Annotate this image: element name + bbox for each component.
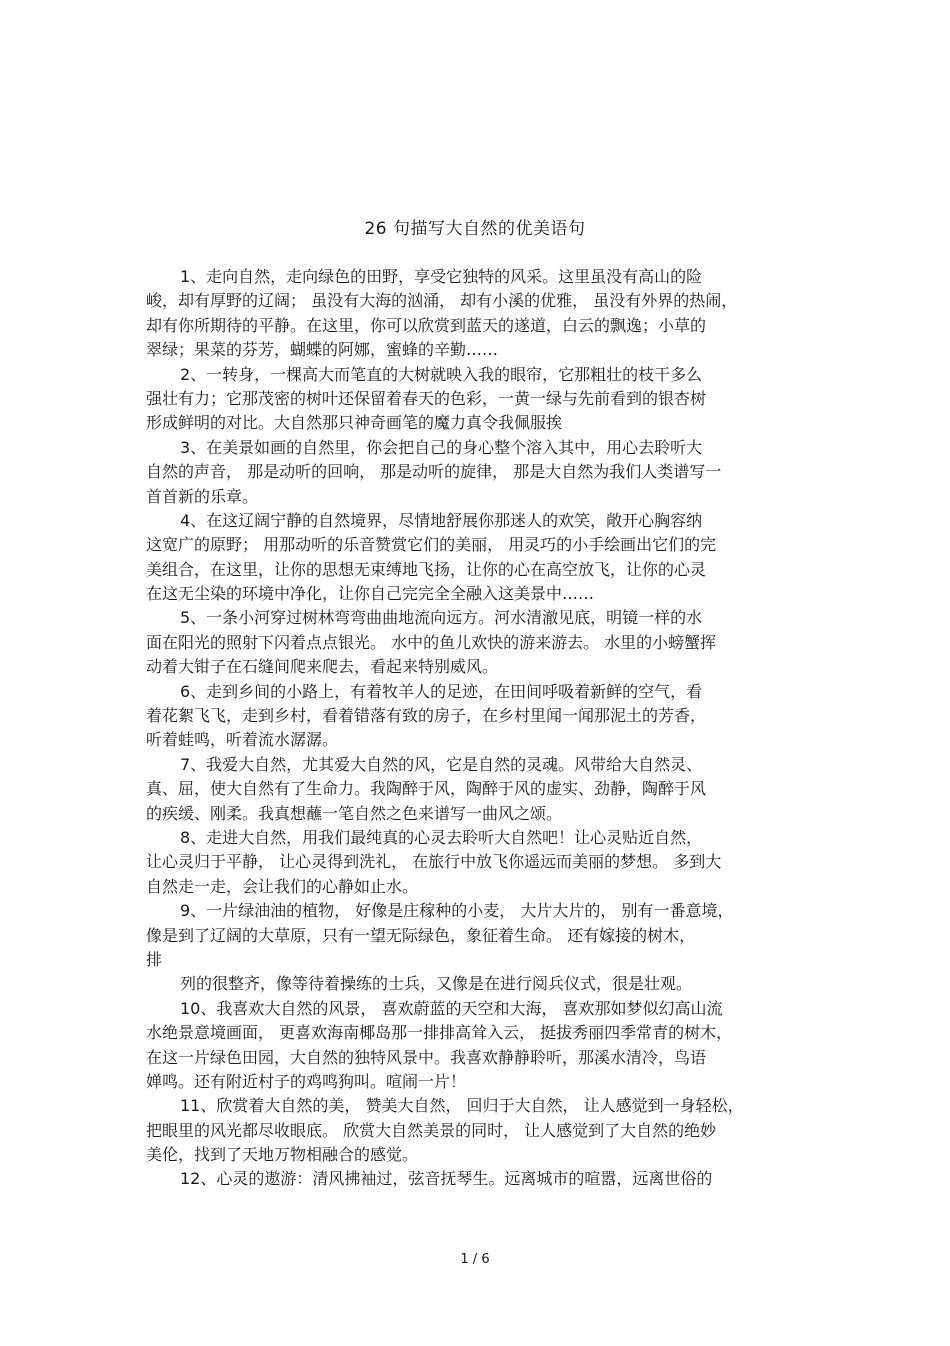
document-body — [146, 265, 806, 1192]
text-line: 1、走向自然，走向绿色的田野，享受它独特的风采。这里虽没有高山的险 — [180, 267, 703, 286]
text-line: 形成鲜明的对比。大自然那只神奇画笔的魔力真令我佩服挨 — [146, 413, 563, 433]
text-line: 3、在美景如画的自然里，你会把自己的身心整个溶入其中，用心去聆听大 — [180, 437, 703, 457]
text-line: 列的很整齐，像等待着操练的士兵，又像是在进行阅兵仪式，很是壮观。 — [180, 974, 693, 994]
text-line: 自然的声音， 那是动听的回响， 那是动听的旋律， 那是大自然为我们人类谱写一 — [146, 462, 722, 482]
text-line: 2、一转身，一棵高大而笔直的大树就映入我的眼帘，它那粗壮的枝干多么 — [180, 364, 703, 384]
text-line: 婵鸣。还有附近村子的鸡鸣狗叫。喧闹一片！ — [146, 1071, 467, 1091]
page-number: 1 / 6 — [460, 1252, 490, 1267]
text-line: 峻，却有厚野的辽阔； 虽没有大海的汹涌， 却有小溪的优雅， 虽没有外界的热闹， — [146, 291, 738, 311]
text-line: 听着蛙鸣，听着流水潺潺。 — [146, 730, 339, 750]
text-line: 6、走到乡间的小路上，有着牧羊人的足迹，在田间呼吸着新鲜的空气，看 — [180, 681, 703, 701]
text-line: 像是到了辽阔的大草原，只有一望无际绿色，象征着生命。 还有嫁接的树木， — [146, 925, 696, 945]
text-line: 在这一片绿色田园，大自然的独特风景中。我喜欢静静聆听，那溪水清冷，鸟语 — [146, 1047, 707, 1067]
text-line: 水绝景意境画面， 更喜欢海南椰岛那一排排高耸入云， 挺拔秀丽四季常青的树木， — [146, 1023, 733, 1043]
text-line: 动着大钳子在石缝间爬来爬去，看起来特别威风。 — [146, 657, 499, 677]
text-line: 把眼里的风光都尽收眼底。 欣赏大自然美景的同时， 让人感觉到了大自然的绝妙 — [146, 1120, 717, 1140]
text-line: 强壮有力；它那茂密的树叶还保留着春天的色彩，一黄一绿与先前看到的银杏树 — [146, 388, 707, 408]
text-line: 12、心灵的遨游：清风拂袖过，弦音抚琴生。远离城市的喧嚣，远离世俗的 — [180, 1169, 713, 1189]
text-line: 美伦，找到了天地万物相融合的感觉。 — [146, 1145, 419, 1165]
text-line: 11、欣赏着大自然的美， 赞美大自然， 回归于大自然， 让人感觉到一身轻松， — [180, 1096, 744, 1116]
text-line: 真、屈，使大自然有了生命力。我陶醉于风，陶醉于风的虚实、劲静，陶醉于风 — [146, 779, 707, 799]
text-line: 翠绿；果菜的芬芳，蝴蝶的阿娜，蜜蜂的辛勤…… — [146, 340, 499, 360]
text-line: 8、走进大自然，用我们最纯真的心灵去聆听大自然吧！让心灵贴近自然， — [180, 827, 703, 847]
text-line: 美组合，在这里，让你的思想无束缚地飞扬，让你的心在高空放飞，让你的心灵 — [146, 559, 707, 579]
text-line: 4、在这辽阔宁静的自然境界，尽情地舒展你那迷人的欢笑，敞开心胸容纳 — [180, 510, 703, 530]
text-line: 自然走一走，会让我们的心静如止水。 — [146, 876, 419, 896]
text-line: 首首新的乐章。 — [146, 486, 259, 506]
text-line: 10、我喜欢大自然的风景， 喜欢蔚蓝的天空和大海， 喜欢那如梦似幻高山流 — [180, 998, 723, 1018]
text-line: 在这无尘染的环境中净化，让你自己完完全全融入这美景中…… — [146, 584, 595, 604]
text-line: 面在阳光的照射下闪着点点银光。 水中的鱼儿欢快的游来游去。 水里的小螃蟹挥 — [146, 632, 717, 652]
text-line: 9、一片绿油油的植物， 好像是庄稼种的小麦， 大片大片的， 别有一番意境， — [180, 901, 734, 921]
text-line: 5、一条小河穿过树林弯弯曲曲地流向远方。河水清澈见底，明镜一样的水 — [180, 608, 703, 628]
text-line: 却有你所期待的平静。在这里，你可以欣赏到蓝天的遂道，白云的飘逸；小草的 — [146, 315, 707, 335]
text-line: 排 — [146, 949, 163, 969]
text-line: 7、我爱大自然，尤其爱大自然的风，它是自然的灵魂。风带给大自然灵、 — [180, 754, 703, 774]
text-line: 着花絮飞飞，走到乡村，看着错落有致的房子，在乡村里闻一闻那泥土的芳香， — [146, 706, 707, 726]
text-line: 这宽广的原野； 用那动听的乐音赞赏它们的美丽， 用灵巧的小手绘画出它们的完 — [146, 535, 717, 555]
text-line: 让心灵归于平静， 让心灵得到洗礼， 在旅行中放飞你遥远而美丽的梦想。 多到大 — [146, 852, 722, 872]
document-title: 26 句描写大自然的优美语句 — [364, 219, 586, 239]
text-line: 的疾缓、刚柔。我真想蘸一笔自然之色来谱写一曲风之颂。 — [146, 803, 563, 823]
